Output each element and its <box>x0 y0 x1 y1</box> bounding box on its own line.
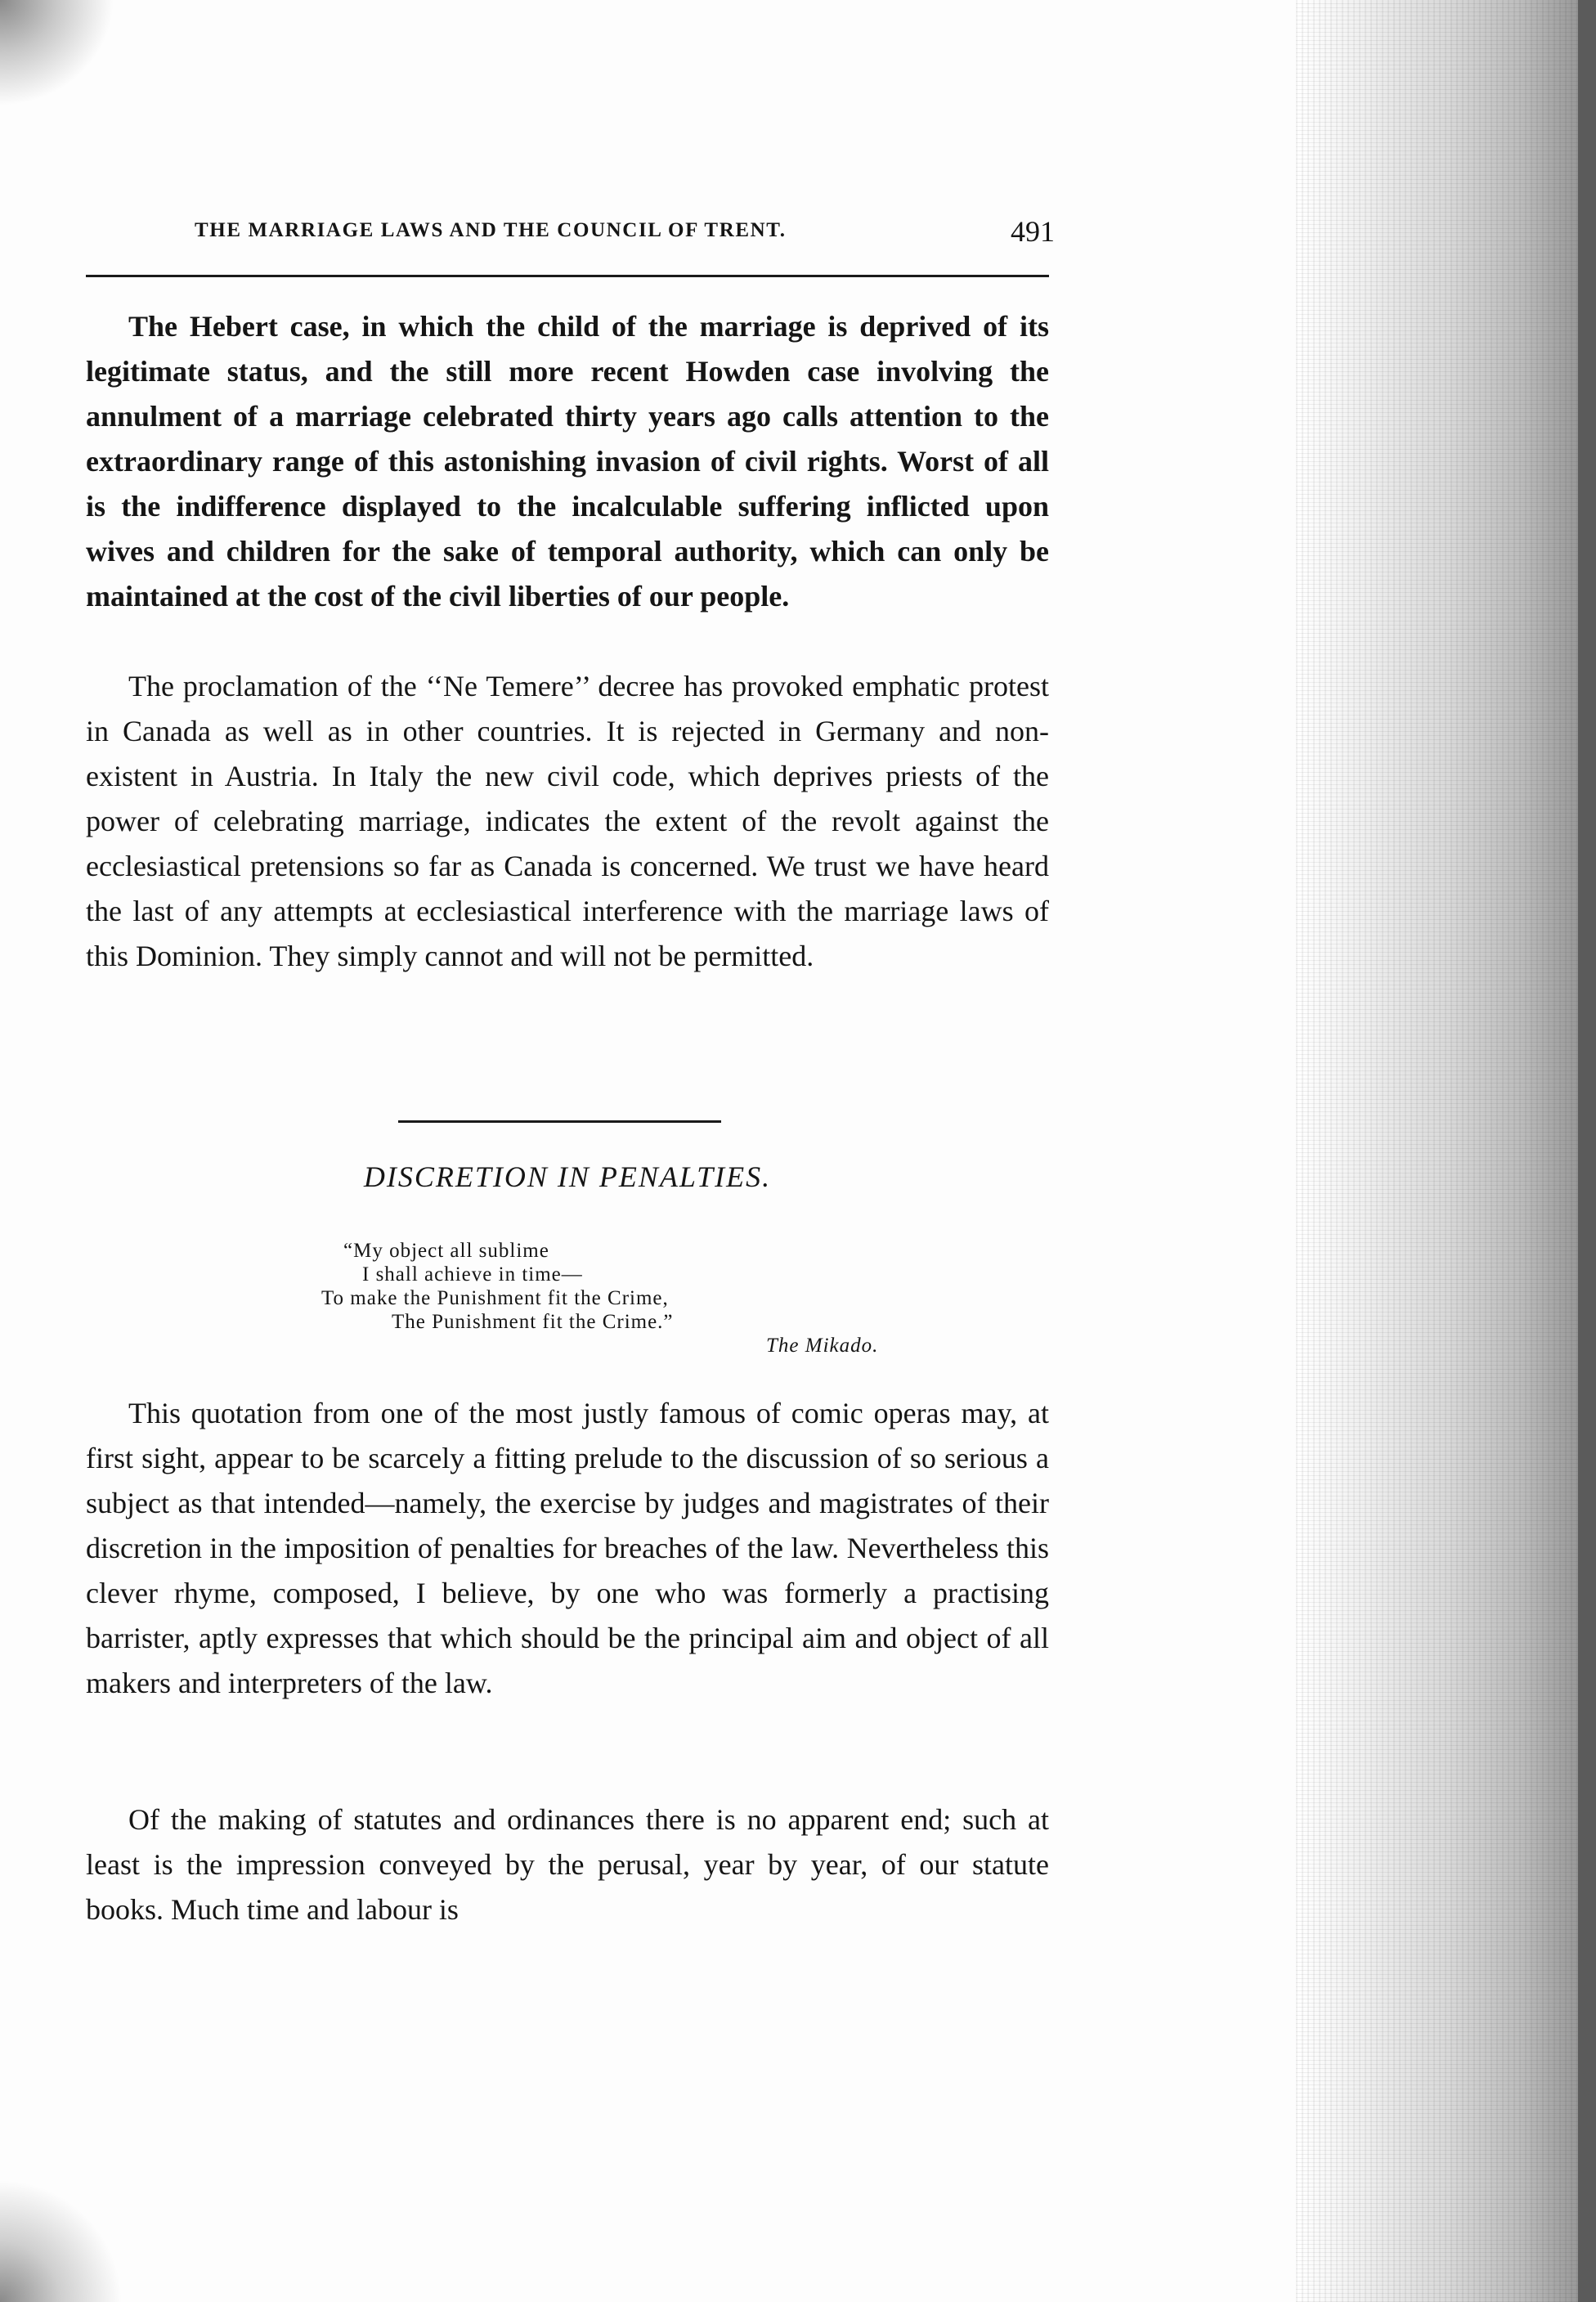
paragraph-text: The Hebert case, in which the child of the marriage is deprived of its legitimate status, and the still more recent Howden case involving the annulment of a marriage celebrated thirty years ago calls attention to the extraordinary range of this astonishing invasion of civil rights. Worst of all is the indifference displayed to the incalculable suffering inflicted upon wives and children for the sake of temporal authority, which can only be maintained at the cost of the civil liberties of our people. <box>86 310 1049 613</box>
paragraph-text: Of the making of statutes and ordinances there is no apparent end; such at least is the impression conveyed by the perusal, year by year, of our statute books. Much time and labour is <box>86 1803 1049 1926</box>
body-paragraph <box>86 1391 1049 1706</box>
body-paragraph <box>86 664 1049 979</box>
page-number: 491 <box>1011 215 1055 248</box>
running-header <box>195 214 1055 250</box>
paragraph-text: This quotation from one of the most justly famous of comic operas may, at first sight, appear to be scarcely a fitting prelude to the discussion of so serious a subject as that intended—namely, the exercise by judges and magistrates of their discretion in the imposition of penalties for breaches of the law. Nevertheless this clever rhyme, composed, I believe, by one who was formerly a practising barrister, aptly expresses that which should be the principal aim and object of all makers and interpreters of the law. <box>86 1397 1049 1699</box>
section-title: DISCRETION IN PENALTIES. <box>363 1160 772 1193</box>
binding-gutter-shadow <box>1296 0 1596 2302</box>
paragraph-text: The proclamation of the ‘‘Ne Temere’’ decree has provoked emphatic protest in Canada as well as in other countries. It is rejected in Germany and non-existent in Austria. In Italy the new civil code, which deprives priests of the power of celebrating marriage, indicates the extent of the revolt against the ecclesiastical pretensions so far as Canada is concerned. We trust we have heard the last of any attempts at ecclesiastical interference with the marriage laws of this Dominion. They simply cannot and will not be permitted. <box>86 670 1049 972</box>
header-rule <box>86 275 1049 277</box>
body-paragraph <box>86 304 1049 619</box>
body-paragraph <box>86 1797 1049 1932</box>
section-divider <box>398 1120 721 1123</box>
scan-corner-shadow <box>0 2179 123 2302</box>
epigraph-line: “My object all sublime <box>343 1240 549 1262</box>
scan-corner-shadow <box>0 0 114 106</box>
epigraph-line: I shall achieve in time— <box>362 1263 583 1286</box>
epigraph-line: The Punishment fit the Crime.” <box>392 1311 674 1333</box>
running-title: THE MARRIAGE LAWS AND THE COUNCIL OF TRENT. <box>195 219 787 241</box>
epigraph-line: To make the Punishment fit the Crime, <box>321 1287 669 1309</box>
epigraph-attribution: The Mikado. <box>766 1335 879 1357</box>
binding-edge <box>1578 0 1596 2302</box>
